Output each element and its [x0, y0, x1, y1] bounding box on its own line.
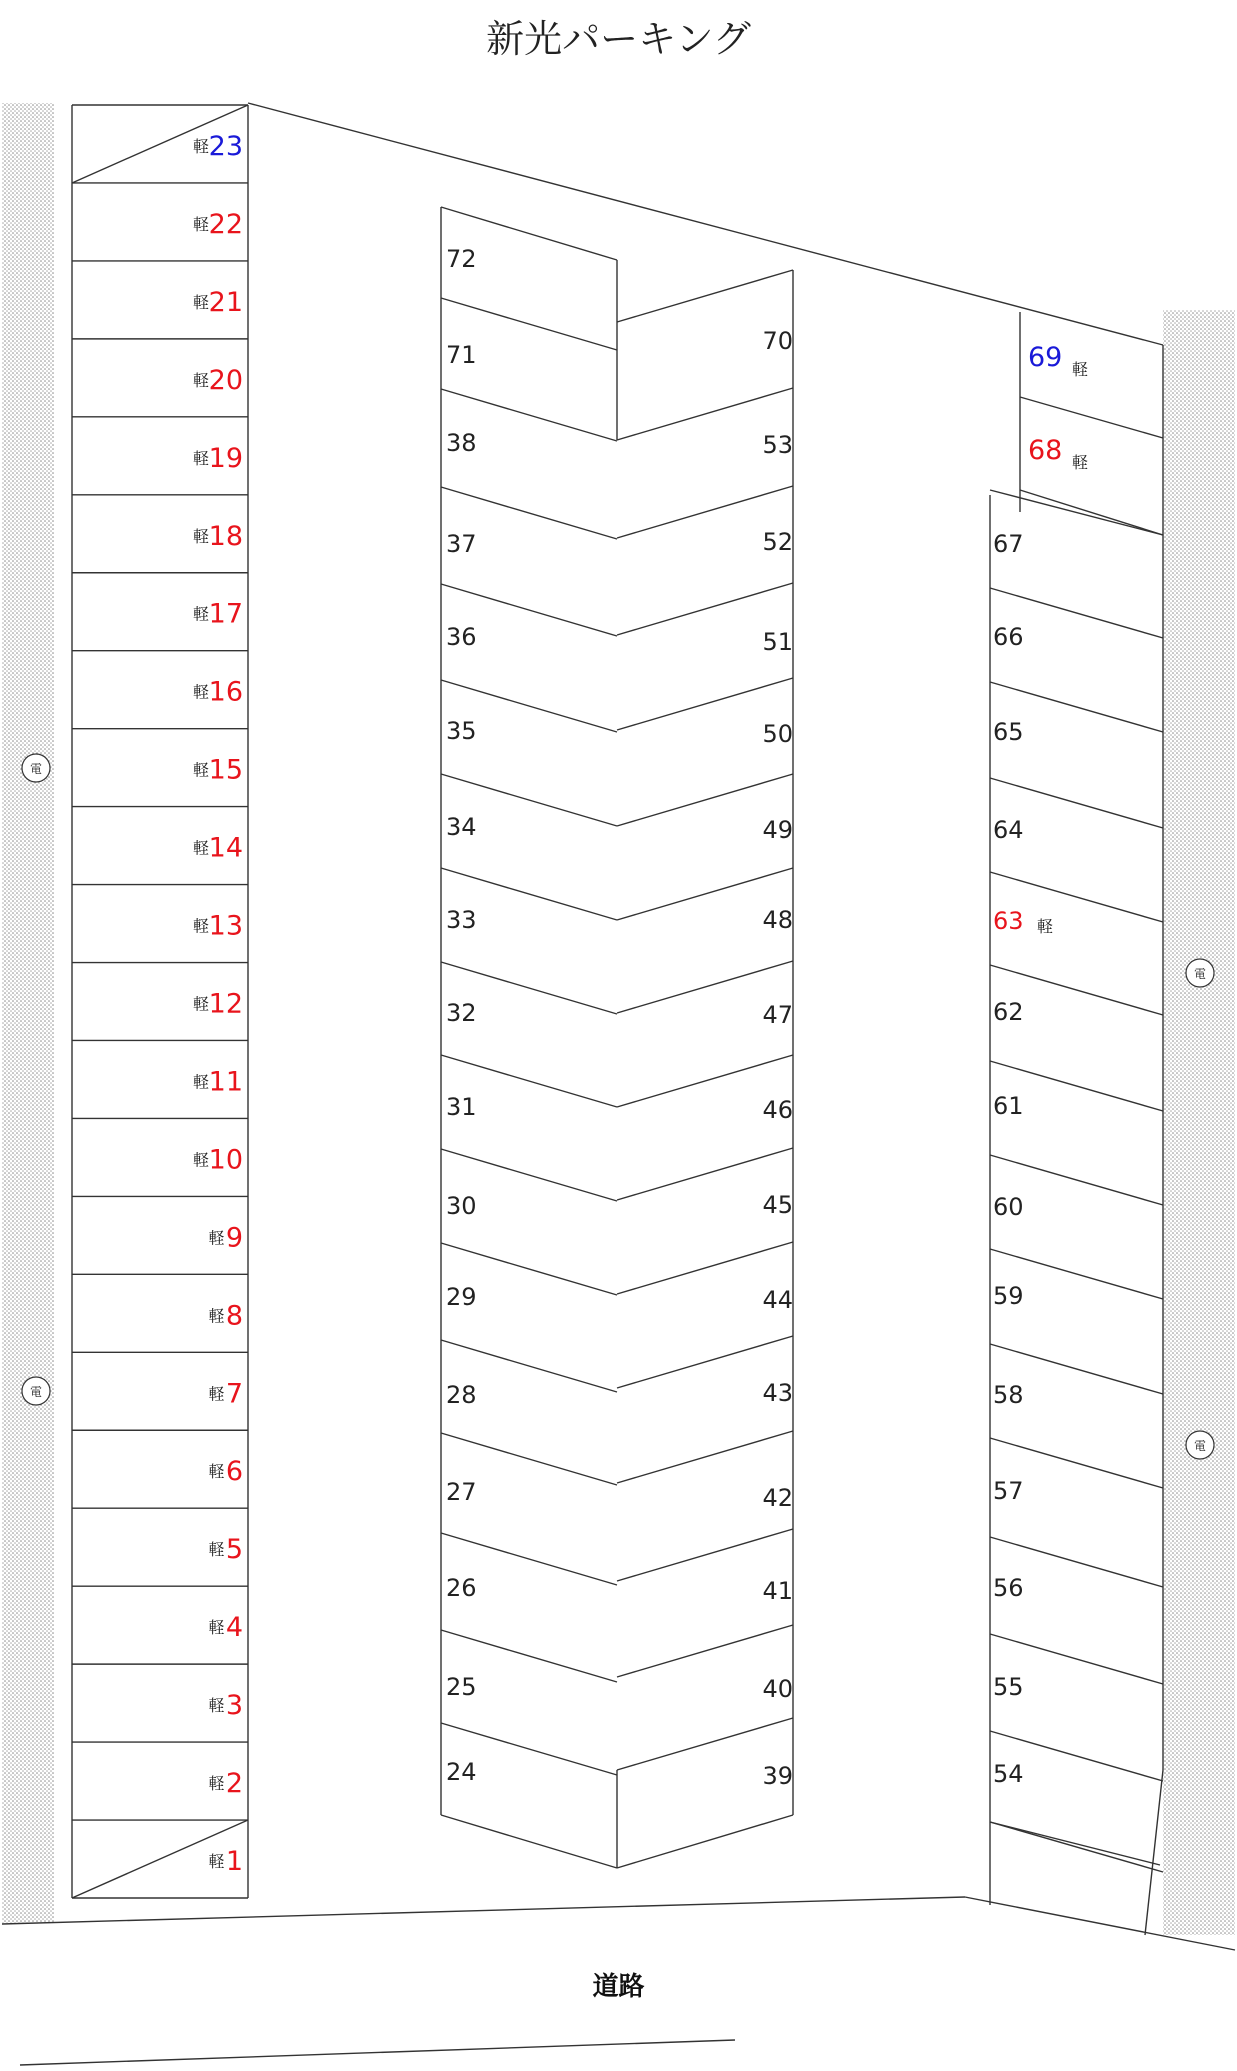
kei-label: 軽 [192, 526, 209, 546]
pole-label: 電 [1193, 1439, 1207, 1453]
stall-number: 5 [225, 1534, 243, 1566]
stall-number: 61 [993, 1092, 1024, 1120]
stall-number: 32 [446, 999, 477, 1027]
stall-number: 38 [446, 429, 477, 457]
stall-number: 45 [762, 1191, 793, 1219]
stall-divider [617, 1815, 793, 1868]
stall-divider [617, 1529, 793, 1581]
kei-label: 軽 [192, 682, 209, 702]
pole-label: 電 [29, 1385, 43, 1399]
kei-label: 軽 [192, 916, 209, 936]
stall-number: 36 [446, 623, 477, 651]
stall-number: 57 [993, 1477, 1024, 1505]
stall-number: 49 [762, 816, 793, 844]
stall-number: 33 [446, 906, 477, 934]
stall-number: 56 [993, 1574, 1024, 1602]
stall-number: 72 [446, 245, 477, 273]
left-parking-column [72, 105, 248, 1898]
kei-label: 軽 [192, 760, 209, 780]
stall-number: 6 [225, 1456, 243, 1488]
stall-divider [441, 1815, 617, 1868]
stall-divider [990, 1822, 1163, 1872]
stall-number: 59 [993, 1282, 1024, 1310]
kei-label: 軽 [208, 1384, 225, 1404]
kei-label: 軽 [192, 214, 209, 234]
stall-divider [617, 1625, 793, 1677]
stall-number: 22 [208, 208, 243, 240]
stall-number: 12 [208, 988, 243, 1020]
left-boundary-strip [2, 103, 54, 1923]
stall-number: 19 [208, 442, 243, 474]
stall-number: 43 [762, 1379, 793, 1407]
stall-number: 69 [1028, 342, 1063, 373]
stall-number: 26 [446, 1574, 477, 1602]
stall-number: 44 [762, 1286, 793, 1314]
stall-number: 24 [446, 1758, 477, 1786]
stall-number: 60 [993, 1193, 1024, 1221]
stall-number: 4 [225, 1612, 243, 1644]
stall-number: 18 [208, 520, 243, 552]
stall-number: 21 [208, 286, 243, 318]
kei-label: 軽 [208, 1696, 225, 1716]
stall-number: 9 [225, 1222, 243, 1254]
stall-number: 3 [225, 1690, 243, 1722]
stall-number: 30 [446, 1192, 477, 1220]
stall-number: 67 [993, 530, 1024, 558]
stall-number: 39 [762, 1762, 793, 1790]
stall-number: 51 [762, 628, 793, 656]
stall-divider [990, 1822, 1160, 1865]
kei-label: 軽 [192, 370, 209, 390]
lot-title: 新光パーキング [486, 17, 751, 61]
stall-number: 71 [446, 341, 477, 369]
kei-label: 軽 [192, 448, 209, 468]
stall-number: 46 [762, 1096, 793, 1124]
road-label: 道路 [592, 1972, 645, 2002]
kei-label: 軽 [208, 1852, 225, 1872]
stall-number: 20 [208, 364, 243, 396]
stall-number: 27 [446, 1478, 477, 1506]
stall-number: 11 [208, 1066, 243, 1098]
right-boundary-strip [1163, 310, 1235, 1935]
kei-label: 軽 [208, 1618, 225, 1638]
kei-label: 軽 [192, 1150, 209, 1170]
stall-divider [617, 270, 793, 322]
kei-label: 軽 [1072, 453, 1089, 472]
stall-number: 15 [208, 754, 243, 786]
kei-label: 軽 [208, 1462, 225, 1482]
stall-number: 31 [446, 1093, 477, 1121]
stall-number: 55 [993, 1673, 1024, 1701]
kei-label: 軽 [192, 838, 209, 858]
kei-label: 軽 [208, 1228, 225, 1248]
utility-pole [22, 1377, 50, 1405]
right-parking-column [990, 312, 1163, 1935]
stall-number: 47 [762, 1001, 793, 1029]
kei-label: 軽 [192, 136, 209, 156]
kei-label: 軽 [208, 1540, 225, 1560]
stall-divider [1020, 490, 1163, 535]
stall-number: 54 [993, 1760, 1024, 1788]
utility-pole [1186, 959, 1214, 987]
pole-label: 電 [29, 762, 43, 776]
stall-number: 65 [993, 718, 1024, 746]
stall-number: 16 [208, 676, 243, 708]
stall-number: 40 [762, 1675, 793, 1703]
stall-number: 52 [762, 528, 793, 556]
stall-number: 10 [208, 1144, 243, 1176]
stall-number: 66 [993, 623, 1024, 651]
center-parking-block [441, 207, 793, 1868]
stall-divider [990, 490, 1163, 535]
stall-number: 23 [208, 130, 243, 162]
pole-label: 電 [1193, 967, 1207, 981]
stall-number: 25 [446, 1673, 477, 1701]
stall-number: 42 [762, 1484, 793, 1512]
lot-outline [2, 103, 1235, 2065]
stall-number: 64 [993, 816, 1024, 844]
stall-number: 53 [762, 431, 793, 459]
stall-number: 1 [225, 1846, 243, 1878]
kei-label: 軽 [192, 292, 209, 312]
utility-pole [22, 754, 50, 782]
stall-number: 41 [762, 1577, 793, 1605]
stall-number: 62 [993, 998, 1024, 1026]
stall-divider [1020, 397, 1163, 438]
stall-divider [617, 1431, 793, 1483]
stall-number: 70 [762, 327, 793, 355]
kei-label: 軽 [208, 1774, 225, 1794]
stall-number: 7 [225, 1378, 243, 1410]
kei-label: 軽 [208, 1306, 225, 1326]
utility-pole [1186, 1431, 1214, 1459]
stall-number: 35 [446, 717, 477, 745]
kei-label: 軽 [1037, 917, 1054, 936]
stall-number: 48 [762, 906, 793, 934]
stall-number: 29 [446, 1283, 477, 1311]
kei-label: 軽 [192, 1072, 209, 1092]
stall-number: 17 [208, 598, 243, 630]
stall-number: 34 [446, 813, 477, 841]
stall-number: 28 [446, 1381, 477, 1409]
stall-number: 68 [1028, 435, 1063, 466]
stall-number: 58 [993, 1381, 1024, 1409]
kei-label: 軽 [192, 994, 209, 1014]
stall-number: 63 [993, 907, 1024, 935]
stall-number: 13 [208, 910, 243, 942]
stall-number: 14 [208, 832, 243, 864]
stall-number: 50 [762, 720, 793, 748]
stall-number: 37 [446, 530, 477, 558]
stall-number: 2 [225, 1768, 243, 1800]
kei-label: 軽 [1072, 360, 1089, 379]
stall-number: 8 [225, 1300, 243, 1332]
right-column-edge [1145, 1770, 1163, 1935]
kei-label: 軽 [192, 604, 209, 624]
